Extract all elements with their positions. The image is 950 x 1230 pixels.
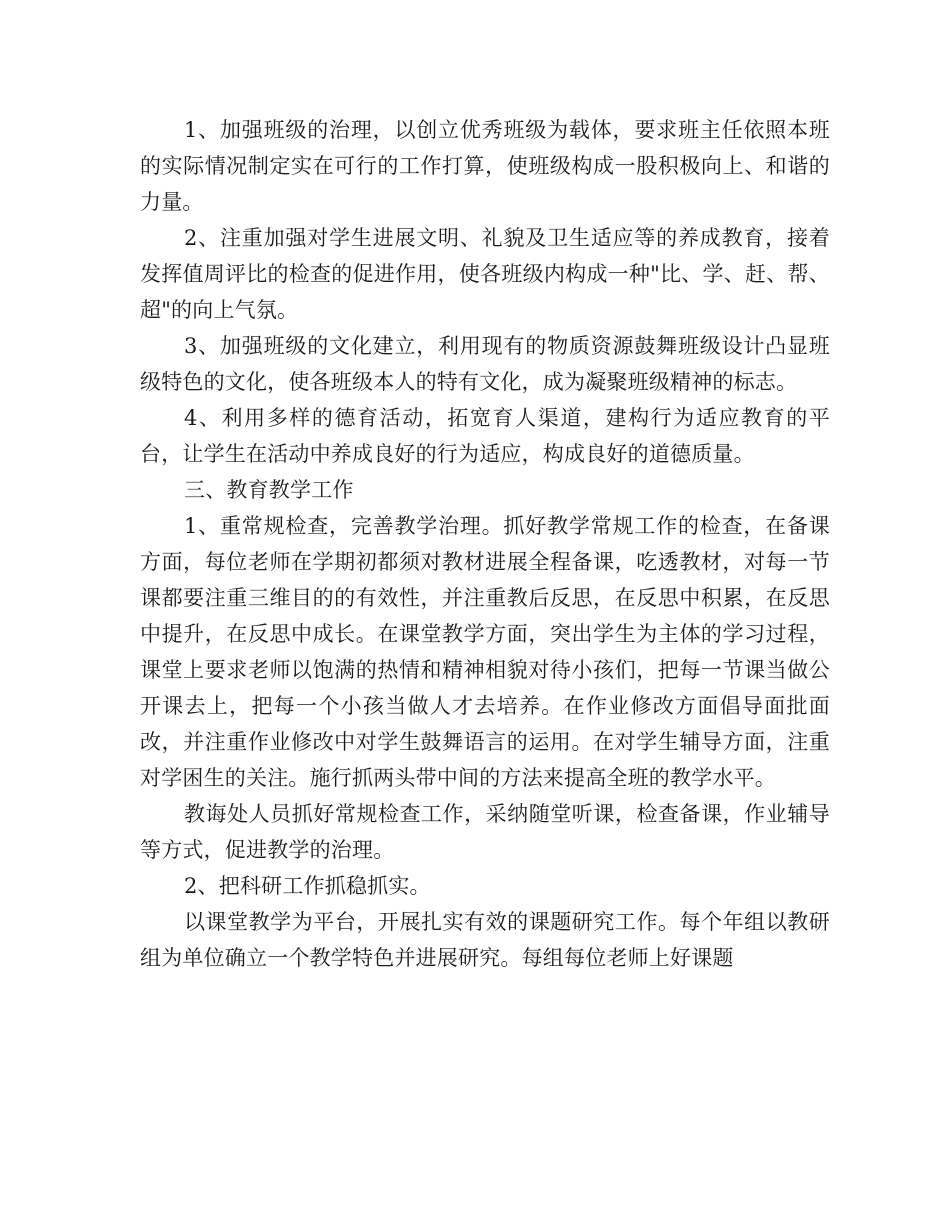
paragraph-etiquette-education: 2、注重加强对学生进展文明、礼貌及卫生适应等的养成教育，接着发挥值周评比的检查的促进作用，使各班级内构成一种"比、学、赶、帮、超"的向上气氛。	[140, 226, 830, 322]
section-heading-teaching: 三、教育教学工作	[184, 478, 354, 502]
paragraph-routine-inspection: 1、重常规检查，完善教学治理。抓好教学常规工作的检查，在备课方面，每位老师在学期初都须对教材进展全程备课，吃透教材，对每一节课都要注重三维目的的有效性，并注重教后反思，在反思中积累，在反思中提升，在反思中成长。在课堂教学方面，突出学生为主体的学习过程，课堂上要求老师以饱满的热情和精神相貌对待小孩们，把每一节课当做公开课去上，把每一个小孩当做人才去培养。在作业修改方面倡导面批面改，并注重作业修改中对学生鼓舞语言的运用。在对学生辅导方面，注重对学困生的关注。施行抓两头带中间的方法来提高全班的教学水平。	[140, 514, 830, 790]
paragraph-research-work: 以课堂教学为平台，开展扎实有效的课题研究工作。每个年组以教研组为单位确立一个教学特色并进展研究。每组每位老师上好课题	[140, 910, 830, 970]
paragraph-class-culture: 3、加强班级的文化建立，利用现有的物质资源鼓舞班级设计凸显班级特色的文化，使各班级本人的特有文化，成为凝聚班级精神的标志。	[140, 334, 830, 394]
paragraph-class-management: 1、加强班级的治理，以创立优秀班级为载体，要求班主任依照本班的实际情况制定实在可行的工作打算，使班级构成一股积极向上、和谐的力量。	[140, 118, 830, 214]
paragraph-office-inspection: 教诲处人员抓好常规检查工作，采纳随堂听课，检查备课，作业辅导等方式，促进教学的治理。	[140, 802, 830, 862]
paragraph-moral-activities: 4、利用多样的德育活动，拓宽育人渠道，建构行为适应教育的平台，让学生在活动中养成良好的行为适应，构成良好的道德质量。	[140, 406, 830, 466]
paragraph-research-heading: 2、把科研工作抓稳抓实。	[184, 874, 431, 898]
document-body	[140, 112, 830, 976]
